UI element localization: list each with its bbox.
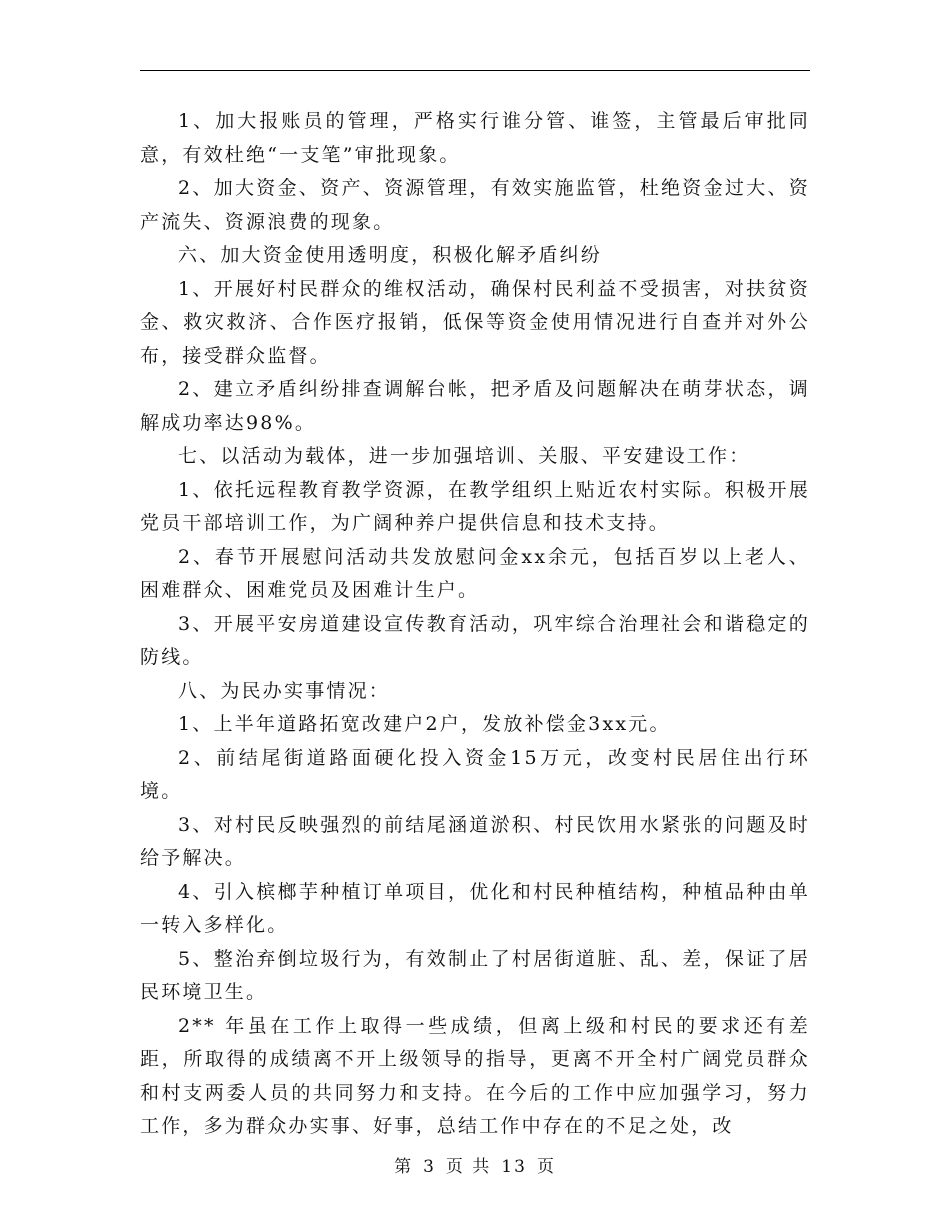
paragraph: 1、上半年道路拓宽改建户2户，发放补偿金3xx元。 <box>178 713 671 735</box>
paragraph: 1、开展好村民群众的维权活动，确保村民利益不受损害，对扶贫资金、救灾救济、合作医疗报销，低保等资金使用情况进行自查并对外公布，接受群众监督。 <box>140 277 810 367</box>
section-heading: 八、为民办实事情况： <box>178 679 391 702</box>
paragraph: 1、依托远程教育教学资源，在教学组织上贴近农村实际。积极开展党员干部培训工作，为广阔种养户提供信息和技术支持。 <box>140 478 810 534</box>
paragraph: 2** 年虽在工作上取得一些成绩，但离上级和村民的要求还有差距，所取得的成绩离不开上级领导的指导，更离不开全村广阔党员群众和村支两委人员的共同努力和支持。在今后的工作中应加强学习，努力工作，多为群众办实事、好事，总结工作中存在的不足之处，改 <box>140 1014 810 1137</box>
header-rule <box>140 70 810 71</box>
document-body <box>140 105 810 1144</box>
paragraph: 3、开展平安房道建设宣传教育活动，巩牢综合治理社会和谐稳定的防线。 <box>140 612 810 668</box>
section-heading: 七、以活动为载体，进一步加强培训、关服、平安建设工作： <box>178 445 751 467</box>
paragraph: 1、加大报账员的管理，严格实行谁分管、谁签，主管最后审批同意，有效杜绝“一支笔”审批现象。 <box>140 110 810 166</box>
footer-middle: 页 共 <box>445 1157 492 1177</box>
page-footer <box>0 1152 950 1177</box>
paragraph: 2、春节开展慰问活动共发放慰问金xx余元，包括百岁以上老人、困难群众、困难党员及困难计生户。 <box>140 545 810 601</box>
paragraph: 3、对村民反映强烈的前结尾涵道淤积、村民饮用水紧张的问题及时给予解决。 <box>140 813 810 869</box>
footer-suffix: 页 <box>536 1157 556 1177</box>
paragraph: 5、整治弃倒垃圾行为，有效制止了村居街道脏、乱、差，保证了居民环境卫生。 <box>140 947 810 1003</box>
footer-prefix: 第 <box>394 1157 414 1177</box>
section-heading: 六、加大资金使用透明度，积极化解矛盾纠纷 <box>178 244 603 266</box>
page-number: 3 <box>423 1157 436 1177</box>
paragraph: 4、引入槟榔芋种植订单项目，优化和村民种植结构，种植品种由单一转入多样化。 <box>140 880 810 936</box>
paragraph: 2、建立矛盾纠纷排查调解台帐，把矛盾及问题解决在萌芽状态，调解成功率达98%。 <box>140 378 810 434</box>
page-total: 13 <box>501 1157 527 1177</box>
paragraph: 2、前结尾街道路面硬化投入资金15万元，改变村民居住出行环境。 <box>140 746 810 802</box>
paragraph: 2、加大资金、资产、资源管理，有效实施监管，杜绝资金过大、资产流失、资源浪费的现象。 <box>140 177 810 233</box>
